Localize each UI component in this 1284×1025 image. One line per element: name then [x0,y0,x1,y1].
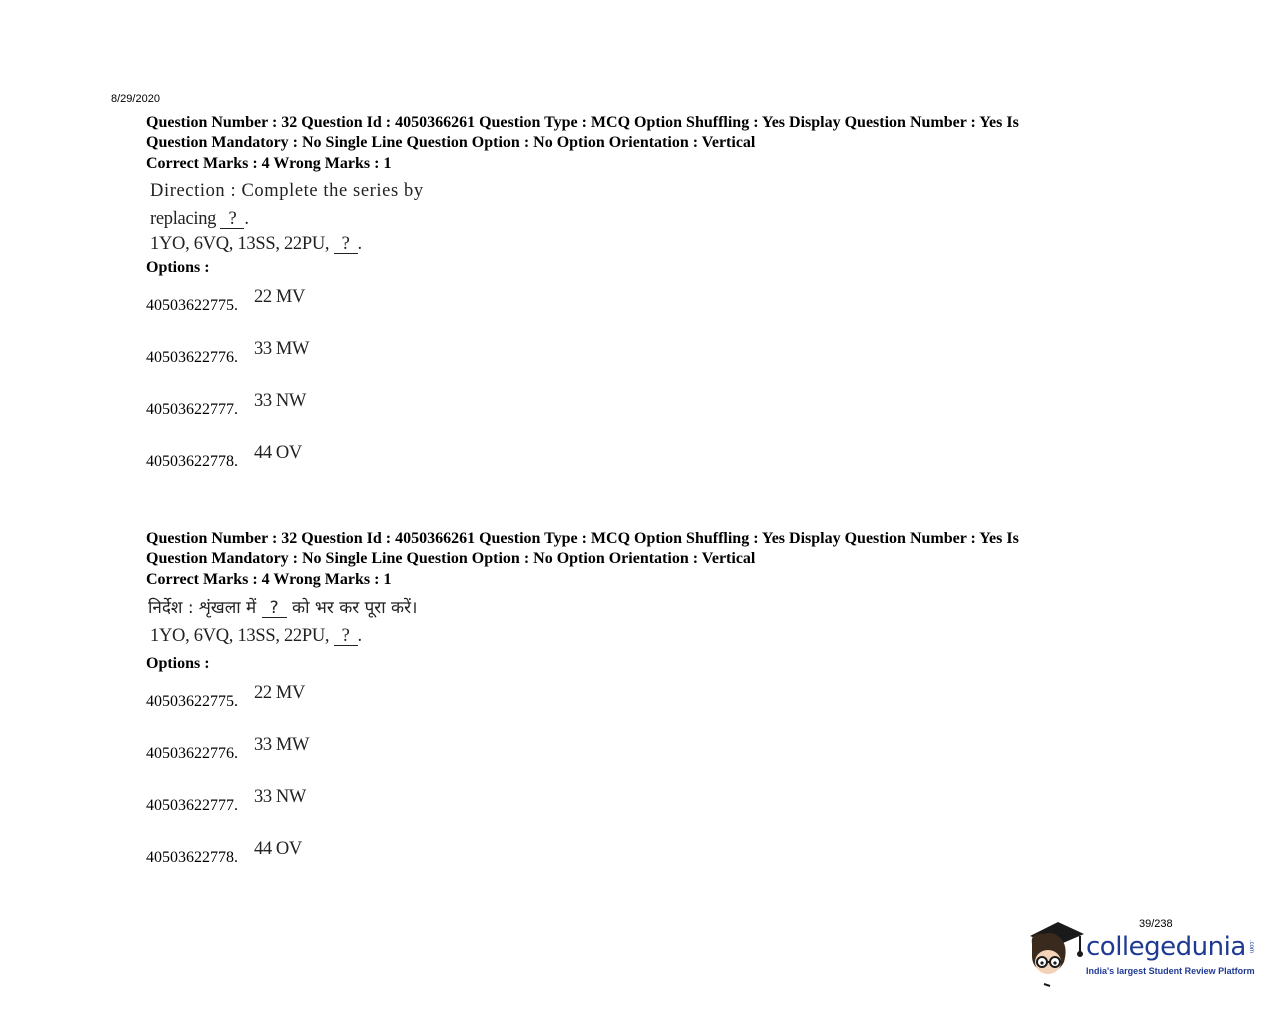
option-value: 33 MW [254,735,310,755]
option-value: 22 MV [254,683,305,703]
option-id: 40503622778. [146,453,238,470]
sequence-end: . [357,234,362,254]
direction-line-2 [150,205,1126,233]
option-item[interactable] [146,777,1126,829]
question-meta [146,529,1126,568]
option-item[interactable] [146,725,1126,777]
question-marks: Correct Marks : 4 Wrong Marks : 1 [146,571,392,588]
brand-logo[interactable] [1024,918,1264,988]
option-value: 22 MV [254,287,305,307]
option-item[interactable] [146,381,1126,433]
question-meta-line-1: Question Number : 32 Question Id : 4050366261 Question Type : MCQ Option Shuffling : Yes Display Question Number : Yes Is [146,114,1019,131]
option-id: 40503622775. [146,297,238,314]
option-value: 44 OV [254,839,302,859]
direction-word: replacing [150,209,217,229]
sequence-text: 1YO, 6VQ, 13SS, 22PU, [150,626,330,646]
question-block-1 [146,113,1126,485]
brand-tagline: India's largest Student Review Platform [1086,966,1255,976]
option-id: 40503622777. [146,401,238,418]
option-id: 40503622775. [146,693,238,710]
option-value: 33 NW [254,787,306,807]
question-sequence [150,234,1126,255]
question-sequence [150,626,1126,647]
question-direction [150,177,1126,233]
options-label: Options : [146,655,210,672]
question-meta-line-2: Question Mandatory : No Single Line Question Option : No Option Orientation : Vertical [146,549,756,567]
option-id: 40503622776. [146,349,238,366]
option-value: 44 OV [254,443,302,463]
sequence-blank: ? [334,235,358,254]
question-meta-line-1: Question Number : 32 Question Id : 4050366261 Question Type : MCQ Option Shuffling : Yes Display Question Number : Yes Is [146,530,1019,547]
direction-end: . [244,209,249,229]
option-item[interactable] [146,829,1126,881]
direction-blank: ? [220,210,244,229]
page-number: 39/238 [1139,918,1173,930]
option-id: 40503622777. [146,797,238,814]
options-label: Options : [146,259,210,276]
question-marks: Correct Marks : 4 Wrong Marks : 1 [146,155,392,172]
brand-name: collegedunia [1086,932,1246,962]
direction-line-1: Direction : Complete the series by [150,181,424,201]
question-direction-hindi [148,595,1126,618]
direction-hindi-pre: निर्देश : शृंखला में [148,598,257,618]
option-value: 33 MW [254,339,310,359]
option-value: 33 NW [254,391,306,411]
question-meta [146,113,1126,152]
question-meta-line-2: Question Mandatory : No Single Line Question Option : No Option Orientation : Vertical [146,133,756,151]
option-item[interactable] [146,277,1126,329]
option-item[interactable] [146,673,1126,725]
sequence-text: 1YO, 6VQ, 13SS, 22PU, [150,234,330,254]
option-id: 40503622778. [146,849,238,866]
option-item[interactable] [146,433,1126,485]
option-id: 40503622776. [146,745,238,762]
question-block-2 [146,529,1126,881]
print-date: 8/29/2020 [111,93,160,105]
direction-hindi-post: को भर कर पूरा करें। [292,598,418,618]
option-item[interactable] [146,329,1126,381]
sequence-blank: ? [334,627,358,646]
mascot-graduation-cap-icon [1024,918,1086,988]
direction-blank: ? [262,599,287,618]
brand-suffix: .com [1248,940,1254,954]
sequence-end: . [357,626,362,646]
